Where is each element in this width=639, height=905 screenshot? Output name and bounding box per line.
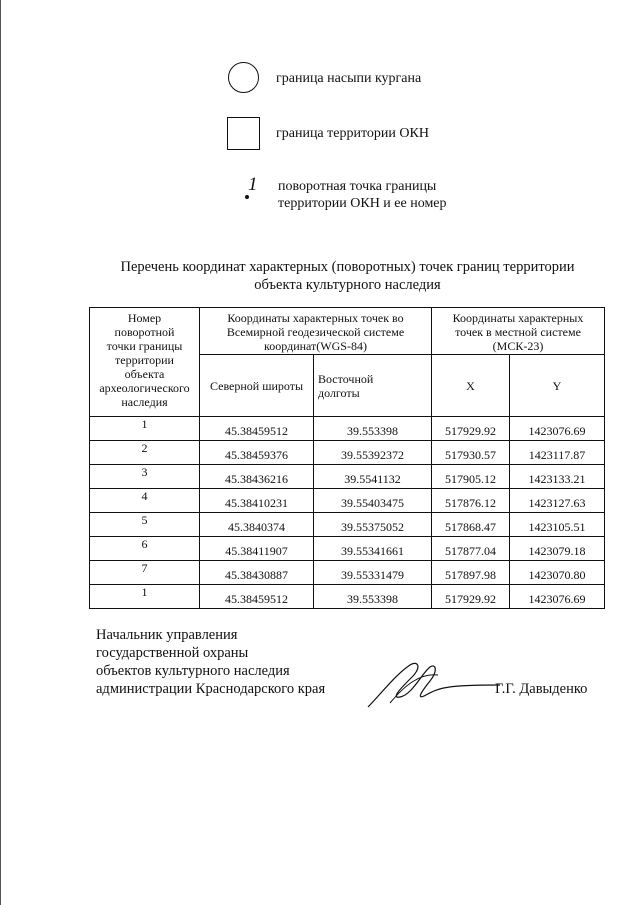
signer-name: Г.Г. Давыденко bbox=[495, 681, 588, 697]
cell-longitude: 39.55403475 bbox=[314, 489, 432, 513]
header-msk23-group: Координаты характерных точек в местной системе (МСК-23) bbox=[432, 308, 605, 355]
table-row bbox=[90, 561, 605, 585]
cell-longitude: 39.553398 bbox=[314, 585, 432, 609]
cell-longitude: 39.55375052 bbox=[314, 513, 432, 537]
cell-longitude: 39.55392372 bbox=[314, 441, 432, 465]
cell-point-number: 6 bbox=[90, 537, 200, 561]
header-longitude: Восточной долготы bbox=[314, 355, 432, 417]
table-row bbox=[90, 465, 605, 489]
table-row bbox=[90, 417, 605, 441]
cell-latitude: 45.3840374 bbox=[200, 513, 314, 537]
header-latitude: Северной широты bbox=[200, 355, 314, 417]
cell-point-number: 7 bbox=[90, 561, 200, 585]
circle-symbol-icon bbox=[228, 62, 259, 93]
cell-latitude: 45.38459376 bbox=[200, 441, 314, 465]
cell-point-number: 1 bbox=[90, 585, 200, 609]
legend-point-line1: поворотная точка границы bbox=[278, 179, 437, 194]
header-wgs84-group: Координаты характерных точек во Всемирной геодезической системе координат(WGS-84) bbox=[200, 308, 432, 355]
table-row bbox=[90, 489, 605, 513]
cell-point-number: 2 bbox=[90, 441, 200, 465]
legend-mound-label: граница насыпи кургана bbox=[276, 71, 422, 86]
legend-point-line2: территории ОКН и ее номер bbox=[278, 196, 447, 211]
header-y: Y bbox=[510, 355, 605, 417]
cell-y: 1423117.87 bbox=[510, 441, 605, 465]
turning-point-symbol-number: 1 bbox=[248, 174, 258, 195]
cell-latitude: 45.38411907 bbox=[200, 537, 314, 561]
cell-point-number: 3 bbox=[90, 465, 200, 489]
header-x: X bbox=[432, 355, 510, 417]
cell-y: 1423079.18 bbox=[510, 537, 605, 561]
cell-point-number: 1 bbox=[90, 417, 200, 441]
cell-latitude: 45.38436216 bbox=[200, 465, 314, 489]
cell-x: 517905.12 bbox=[432, 465, 510, 489]
coordinates-table bbox=[89, 307, 605, 609]
table-row bbox=[90, 441, 605, 465]
cell-longitude: 39.553398 bbox=[314, 417, 432, 441]
legend-point-label bbox=[278, 178, 447, 212]
cell-y: 1423076.69 bbox=[510, 417, 605, 441]
cell-x: 517929.92 bbox=[432, 585, 510, 609]
legend-territory-label: граница территории ОКН bbox=[276, 126, 429, 141]
cell-y: 1423076.69 bbox=[510, 585, 605, 609]
handwritten-signature bbox=[360, 655, 500, 715]
cell-x: 517877.04 bbox=[432, 537, 510, 561]
cell-latitude: 45.38459512 bbox=[200, 585, 314, 609]
cell-latitude: 45.38430887 bbox=[200, 561, 314, 585]
heading-line2: объекта культурного наследия bbox=[254, 277, 441, 293]
table-row bbox=[90, 537, 605, 561]
cell-x: 517897.98 bbox=[432, 561, 510, 585]
page-edge-line bbox=[0, 0, 1, 905]
table-row bbox=[90, 513, 605, 537]
cell-point-number: 5 bbox=[90, 513, 200, 537]
table-row bbox=[90, 585, 605, 609]
cell-longitude: 39.55331479 bbox=[314, 561, 432, 585]
cell-longitude: 39.55341661 bbox=[314, 537, 432, 561]
turning-point-symbol-icon bbox=[240, 175, 264, 203]
cell-latitude: 45.38410231 bbox=[200, 489, 314, 513]
header-point-number: Номер поворотной точки границы территории объекта археологического наследия bbox=[90, 308, 200, 417]
cell-point-number: 4 bbox=[90, 489, 200, 513]
cell-x: 517876.12 bbox=[432, 489, 510, 513]
signer-position: Начальник управления государственной охраны объектов культурного наследия администрации Краснодарского края bbox=[96, 627, 326, 697]
cell-x: 517929.92 bbox=[432, 417, 510, 441]
heading-line1: Перечень координат характерных (поворотных) точек границ территории bbox=[120, 259, 575, 275]
cell-latitude: 45.38459512 bbox=[200, 417, 314, 441]
cell-x: 517930.57 bbox=[432, 441, 510, 465]
turning-point-dot-icon bbox=[245, 195, 249, 199]
square-symbol-icon bbox=[227, 117, 260, 150]
cell-y: 1423105.51 bbox=[510, 513, 605, 537]
cell-y: 1423133.21 bbox=[510, 465, 605, 489]
cell-y: 1423070.80 bbox=[510, 561, 605, 585]
cell-longitude: 39.5541132 bbox=[314, 465, 432, 489]
document-heading bbox=[70, 258, 625, 294]
cell-y: 1423127.63 bbox=[510, 489, 605, 513]
cell-x: 517868.47 bbox=[432, 513, 510, 537]
